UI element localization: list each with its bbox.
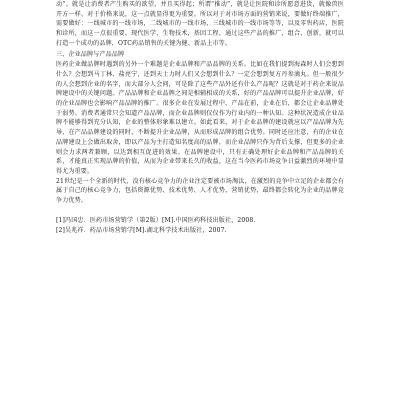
section-paragraph: 医药企业做品牌时遇到的另外一个难题是企业品牌和产品品牌的关系。比如在我们提到海森时人们会想到什么？会想到马丁林、盐亮宁，还到天士力时人们又会想到什么？一定会想到复方丹参滴丸。但一般很少的人会想到企业的名字，而大部分人会问，可是除了这些产品外还有什么产品呢？这就是对于药企来说品牌建设中的关键问题。产品品牌和企业品牌之间是相辅相成的关系，好的产品品牌可以提升企业品牌，好的企业品牌也会影响产品品牌的推广。很多企业在发展过程中，产品在前，企业在后，都会让企业品牌处于弱势。消费者通常只会知道产品品牌，而企业品牌则仅仅作为行业内的一种认知。这种状况造成企业品牌不能够得到充分认知，企业的整体形象难以建立。如此看来，对于企业品牌的建设就应以产品品牌为先导，在产品品牌建设的同时，不断提升企业品牌，从而形成品牌的组合优势。同时还应注意，有的企业在品牌建设上会做出取舍，即以产品为主打造知名度高的品牌，而企业品牌只作为背后支撑，但更多的企业则会力求两者兼顾，以达到相互促进的效果。在品牌建设中，只有正确处理好企业品牌和产品品牌的关系，才能真正实现品牌的价值，从而为企业带来长久的收益，这在当今医药市场竞争日益激烈的环境中显得尤为重要。 xyxy=(56,61,344,175)
reference-item: [2]吴兆祥．药品市场营销学[M].湖北科学技术出版社，2007. xyxy=(56,227,227,235)
closing-paragraph: 21世纪是一个全新的时代，没有核心竞争力的企业注定要被市场淘汰，在激烈的竞争中立足的企业都会有属于自己的核心竞争力，包括资源优势、技术优势、人才优势、营销优势，最终都会转化为企业的品牌竞争力优势。 xyxy=(56,177,344,205)
intro-paragraph: 动”。就是让消费者产生购买的欲望，并且买得起；所谓“推动”，就是让医院和诊所愿意进货，就像兽医开方一样。对于价格来说，这一点就显得更为重要。所以对于对市场方面的营销来说，要做好终端推广，需要做好：一线城市的一线市场，二线城市的一线市场，三线城市的一线市场等等，以及零售药店，医院和诊所，而这一点很重要。现代医学，生物技术，基因工程，通过这些产品的推广、组合、创新，就可以打造一个成功的品牌，OTC药品销售的关键为健、新品上市等。 xyxy=(56,1,344,47)
article-body xyxy=(56,0,344,206)
section-title: 三、企业品牌与产品品牌 xyxy=(56,50,125,58)
references-list xyxy=(56,216,344,237)
reference-item: [1]冯国忠．医药市场营销学（第2版）[M].中国医药科技出版社，2008. xyxy=(56,216,256,224)
